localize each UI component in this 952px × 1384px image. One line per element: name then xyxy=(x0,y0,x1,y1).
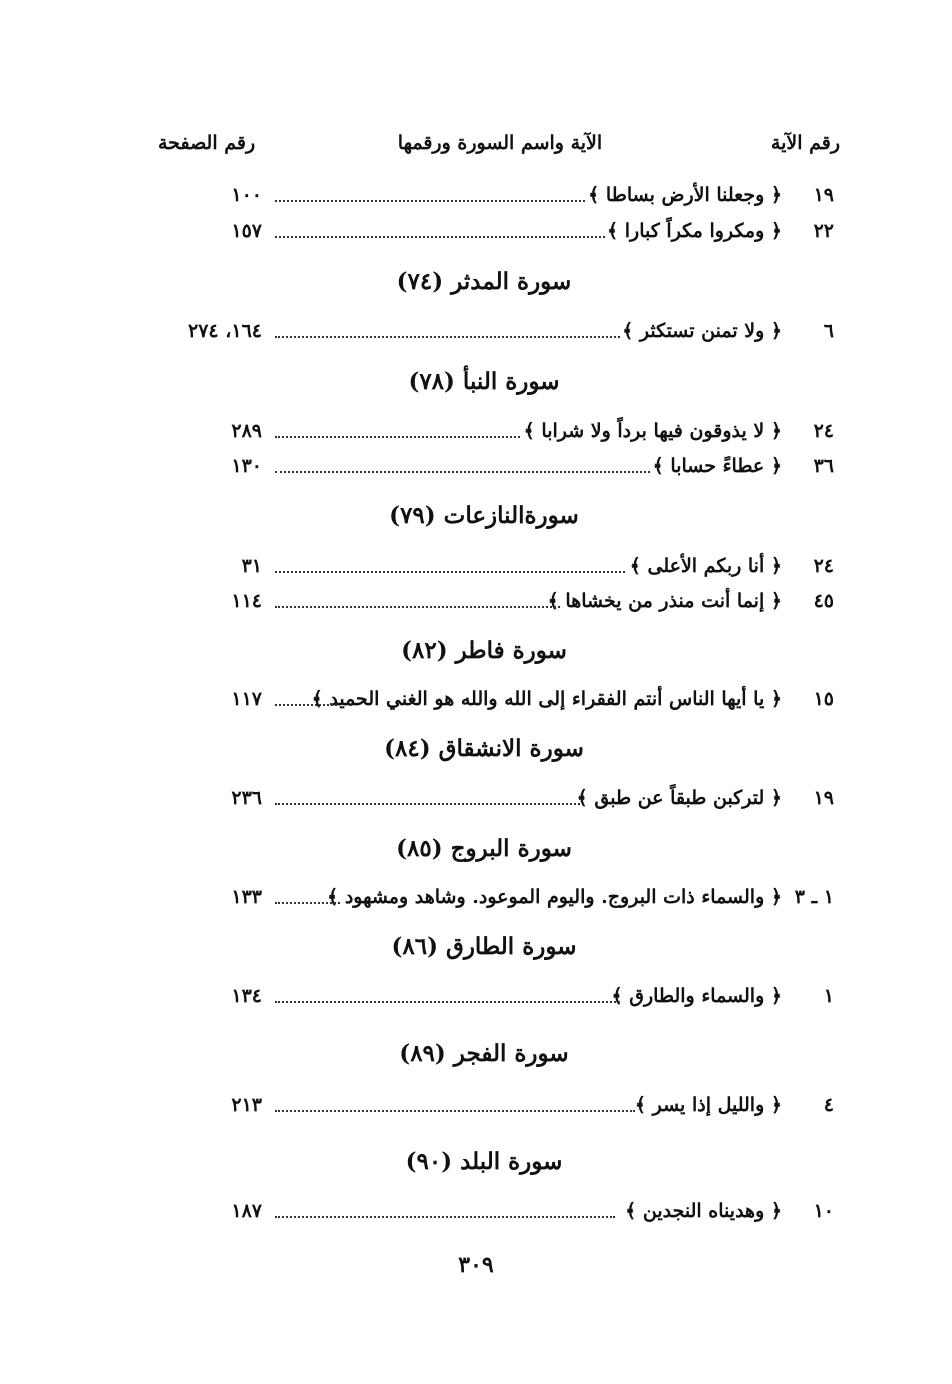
index-row xyxy=(0,555,952,585)
page-reference: ١١٧ xyxy=(231,688,262,710)
verse-text: ﴿ عطاءً حسابا ﴾ xyxy=(652,455,782,477)
verse-text: ﴿ والسماء والطارق ﴾ xyxy=(611,985,782,1007)
surah-heading-text: سورة البلد (٩٠) xyxy=(405,1148,563,1175)
surah-heading xyxy=(0,368,952,395)
verse-text: ﴿ ومكروا مكراً كبارا ﴾ xyxy=(607,220,782,242)
verse-text: ﴿ لتركبن طبقاً عن طبق ﴾ xyxy=(576,787,782,809)
verse-text: ﴿ لا يذوقون فيها برداً ولا شرابا ﴾ xyxy=(523,420,782,442)
surah-heading xyxy=(0,735,952,762)
verse-number: ٢٢ xyxy=(813,220,834,242)
header-title-text: الآية واسم السورة ورقمها xyxy=(397,132,603,154)
index-row xyxy=(0,455,952,485)
verse-number: ١٠ xyxy=(813,1200,834,1222)
leader-dots xyxy=(275,886,340,904)
leader-dots xyxy=(275,320,620,338)
verse-number: ١٥ xyxy=(813,688,834,710)
index-row xyxy=(0,420,952,450)
leader-dots xyxy=(275,555,625,573)
page-reference: ٢٨٩ xyxy=(231,420,262,442)
leader-dots xyxy=(275,184,585,202)
verse-text: ﴿ ولا تمنن تستكثر ﴾ xyxy=(622,320,782,342)
index-row xyxy=(0,184,952,214)
header-page-number: رقم الصفحة xyxy=(158,132,256,154)
page-reference: ١٨٧ xyxy=(231,1200,262,1222)
leader-dots xyxy=(275,220,605,238)
index-row xyxy=(0,985,952,1015)
header-verse-number: رقم الآية xyxy=(770,132,840,154)
leader-dots xyxy=(275,688,337,706)
page-reference: ٢٣٦ xyxy=(231,787,262,809)
verse-text: ﴿ أنا ربكم الأعلى ﴾ xyxy=(629,555,782,577)
page-reference: ١٥٧ xyxy=(231,220,262,242)
page-reference: ١٣٤ xyxy=(231,985,262,1007)
surah-heading-text: سورة النبأ (٧٨) xyxy=(408,368,560,395)
surah-heading-text: سورةالنازعات (٧٩) xyxy=(389,502,579,529)
verse-number: ٤٥ xyxy=(813,590,834,612)
index-row xyxy=(0,688,952,718)
page-reference: ٢١٣ xyxy=(231,1094,262,1116)
surah-heading-text: سورة الفجر (٨٩) xyxy=(399,1040,569,1067)
surah-heading xyxy=(0,1148,952,1175)
index-row xyxy=(0,1200,952,1230)
index-row xyxy=(0,220,952,250)
surah-heading-text: سورة البروج (٨٥) xyxy=(396,835,572,862)
verse-text: ﴿ يا أيها الناس أنتم الفقراء إلى الله والله هو الغني الحميد ﴾ xyxy=(311,688,782,710)
surah-heading-text: سورة الطارق (٨٦) xyxy=(391,933,577,960)
page-reference: ١٠٠ xyxy=(231,184,262,206)
surah-heading-text: سورة المدثر (٧٤) xyxy=(396,268,572,295)
leader-dots xyxy=(275,985,620,1003)
surah-heading xyxy=(0,835,952,862)
surah-heading xyxy=(0,268,952,295)
page-reference: ١٦٤، ٢٧٤ xyxy=(188,320,262,342)
verse-text: ﴿ وجعلنا الأرض بساطا ﴾ xyxy=(588,184,782,206)
header-title xyxy=(0,132,952,162)
leader-dots xyxy=(275,590,560,608)
surah-heading xyxy=(0,1040,952,1067)
page-reference: ١٣٣ xyxy=(231,886,262,908)
verse-number: ١٩ xyxy=(813,184,834,206)
verse-text: ﴿ إنما أنت منذر من يخشاها ﴾ xyxy=(547,590,782,612)
leader-dots xyxy=(275,455,650,473)
surah-heading-text: سورة فاطر (٨٢) xyxy=(401,637,567,664)
verse-number: ١ xyxy=(823,985,834,1007)
leader-dots xyxy=(275,1200,615,1218)
page-reference: ١٣٠ xyxy=(231,455,262,477)
verse-number: ٢٤ xyxy=(813,555,834,577)
verse-number: ٤ xyxy=(823,1094,834,1116)
leader-dots xyxy=(275,1094,635,1112)
surah-heading xyxy=(0,933,952,960)
index-row xyxy=(0,886,952,916)
surah-heading-text: سورة الانشقاق (٨٤) xyxy=(384,735,584,762)
surah-heading xyxy=(0,637,952,664)
verse-number: ١٩ xyxy=(813,787,834,809)
leader-dots xyxy=(275,787,580,805)
page-reference: ١١٤ xyxy=(231,590,262,612)
verse-number: ١ ـ ٣ xyxy=(794,886,834,908)
page-reference: ٣١ xyxy=(241,555,262,577)
index-row xyxy=(0,590,952,620)
surah-heading xyxy=(0,502,952,529)
verse-number: ٢٤ xyxy=(813,420,834,442)
page-number: ٣٠٩ xyxy=(458,1252,494,1278)
verse-text: ﴿ والسماء ذات البروج. واليوم الموعود. وشاهد ومشهود ﴾ xyxy=(327,886,782,908)
verse-text: ﴿ وهديناه النجدين ﴾ xyxy=(625,1200,782,1222)
leader-dots xyxy=(275,420,520,438)
index-row xyxy=(0,787,952,817)
verse-number: ٣٦ xyxy=(813,455,834,477)
index-row xyxy=(0,1094,952,1124)
index-row xyxy=(0,320,952,350)
verse-text: ﴿ والليل إذا يسر ﴾ xyxy=(634,1094,782,1116)
verse-number: ٦ xyxy=(823,320,834,342)
